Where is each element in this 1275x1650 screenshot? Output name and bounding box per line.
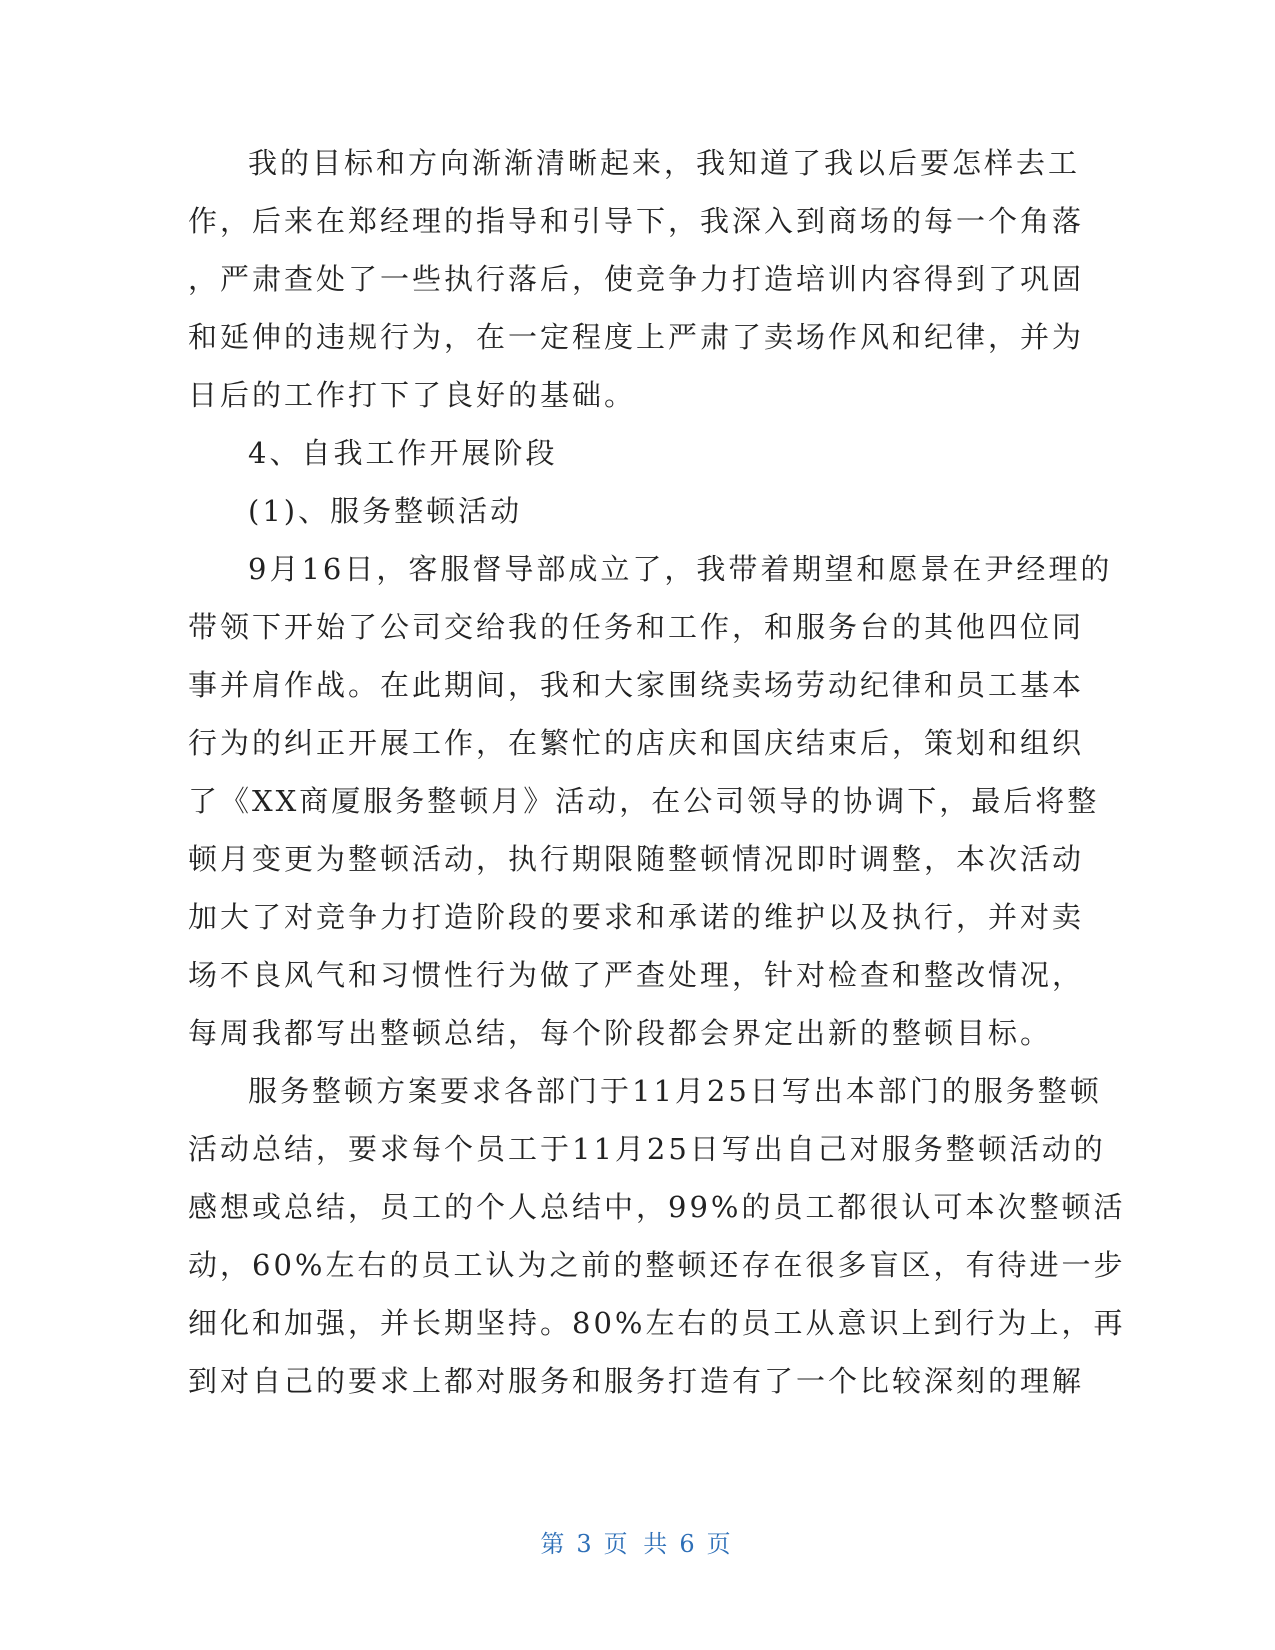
total-page-number: 6 [679, 1530, 699, 1558]
paragraph-line: 加大了对竞争力打造阶段的要求和承诺的维护以及执行，并对卖 [188, 900, 1085, 934]
paragraph-line: 事并肩作战。在此期间，我和大家围绕卖场劳动纪律和员工基本 [188, 668, 1085, 702]
paragraph-line: 动，60%左右的员工认为之前的整顿还存在很多盲区，有待进一步 [188, 1248, 1126, 1282]
current-page-number: 3 [576, 1530, 596, 1558]
paragraph-line: 9月16日，客服督导部成立了，我带着期望和愿景在尹经理的 [248, 552, 1113, 586]
footer-middle: 页 共 [603, 1530, 672, 1558]
paragraph-line: 和延伸的违规行为，在一定程度上严肃了卖场作风和纪律，并为 [188, 320, 1085, 354]
paragraph-line: 了《XX商厦服务整顿月》活动，在公司领导的协调下，最后将整 [188, 784, 1100, 818]
paragraph-line: ，严肃查处了一些执行落后，使竞争力打造培训内容得到了巩固 [188, 262, 1085, 296]
subsection-heading: (1)、服务整顿活动 [248, 494, 523, 528]
paragraph-line: 服务整顿方案要求各部门于11月25日写出本部门的服务整顿 [248, 1074, 1102, 1108]
paragraph-line: 行为的纠正开展工作，在繁忙的店庆和国庆结束后，策划和组织 [188, 726, 1085, 760]
paragraph-line: 日后的工作打下了良好的基础。 [188, 378, 637, 412]
paragraph-line: 带领下开始了公司交给我的任务和工作，和服务台的其他四位同 [188, 610, 1085, 644]
paragraph-line: 顿月变更为整顿活动，执行期限随整顿情况即时调整，本次活动 [188, 842, 1085, 876]
paragraph-line: 到对自己的要求上都对服务和服务打造有了一个比较深刻的理解 [188, 1364, 1085, 1398]
paragraph-line: 感想或总结，员工的个人总结中，99%的员工都很认可本次整顿活 [188, 1190, 1126, 1224]
paragraph-line: 每周我都写出整顿总结，每个阶段都会界定出新的整顿目标。 [188, 1016, 1053, 1050]
paragraph-line: 我的目标和方向渐渐清晰起来，我知道了我以后要怎样去工 [248, 146, 1081, 180]
paragraph-line: 细化和加强，并长期坚持。80%左右的员工从意识上到行为上，再 [188, 1306, 1126, 1340]
footer-suffix: 页 [706, 1530, 735, 1558]
paragraph-line: 场不良风气和习惯性行为做了严查处理，针对检查和整改情况， [188, 958, 1085, 992]
paragraph-line: 活动总结，要求每个员工于11月25日写出自己对服务整顿活动的 [188, 1132, 1106, 1166]
page-footer [0, 1528, 1275, 1560]
paragraph-line: 作，后来在郑经理的指导和引导下，我深入到商场的每一个角落 [188, 204, 1085, 238]
footer-prefix: 第 [540, 1530, 569, 1558]
section-heading: 4、自我工作开展阶段 [248, 436, 558, 470]
